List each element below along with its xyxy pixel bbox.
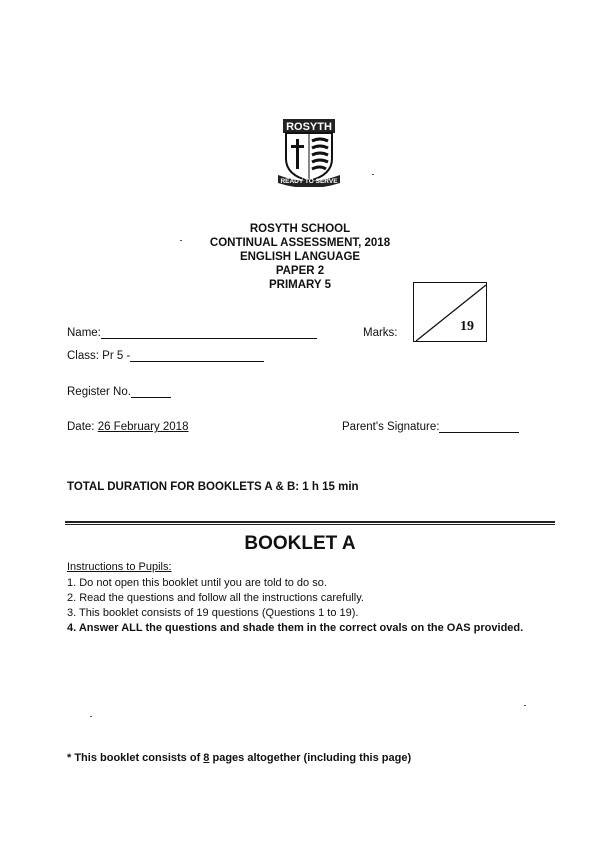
register-label: Register No. [67,386,131,398]
page-count-note [67,752,411,764]
class-row [67,350,264,362]
parent-signature-field[interactable] [439,421,519,433]
instruction-item: 4. Answer ALL the questions and shade them in the correct ovals on the OAS provided. [67,622,524,634]
school-name: ROSYTH SCHOOL [249,223,351,235]
register-field[interactable] [131,386,171,398]
class-label: Class: Pr 5 - [67,350,131,362]
level-title: PRIMARY 5 [269,279,331,291]
page-count-suffix: pages altogether (including this page) [209,752,412,764]
instructions-list [67,576,523,636]
date-row [67,421,188,433]
divider [65,524,555,525]
class-field[interactable] [130,350,264,362]
scan-speck [524,705,526,706]
page-count: 8 [203,752,210,764]
page-count-prefix: * This booklet consists of [67,752,204,764]
date-label: Date: [67,421,98,433]
svg-text:ROSYTH: ROSYTH [286,121,332,133]
scan-speck [372,174,374,175]
instruction-item: 2. Read the questions and follow all the instructions carefully. [67,592,364,604]
divider [65,521,555,523]
instruction-item: 1. Do not open this booklet until you are told to do so. [67,577,327,589]
parent-signature-label: Parent's Signature: [342,421,440,433]
paper-title: PAPER 2 [275,265,325,277]
booklet-title: BOOKLET A [244,533,356,554]
instructions-heading: Instructions to Pupils: [67,561,172,573]
svg-text:READY TO SERVE: READY TO SERVE [280,178,338,185]
document-header [0,222,600,292]
name-field[interactable] [101,327,317,339]
date-value: 26 February 2018 [97,421,189,433]
subject-title: ENGLISH LANGUAGE [239,251,361,263]
name-row [67,327,317,339]
instructions [67,560,523,636]
register-row [67,386,171,398]
school-crest [276,117,342,187]
scan-speck [90,716,92,717]
total-duration: TOTAL DURATION FOR BOOKLETS A & B: 1 h 15 min [67,481,359,493]
marks-box [413,282,487,342]
instruction-item: 3. This booklet consists of 19 questions (Questions 1 to 19). [67,607,359,619]
assessment-title: CONTINUAL ASSESSMENT, 2018 [209,237,391,249]
marks-score: 19 [460,319,474,334]
marks-label: Marks: [363,327,398,339]
signature-row [342,421,519,433]
name-label: Name: [67,327,101,339]
